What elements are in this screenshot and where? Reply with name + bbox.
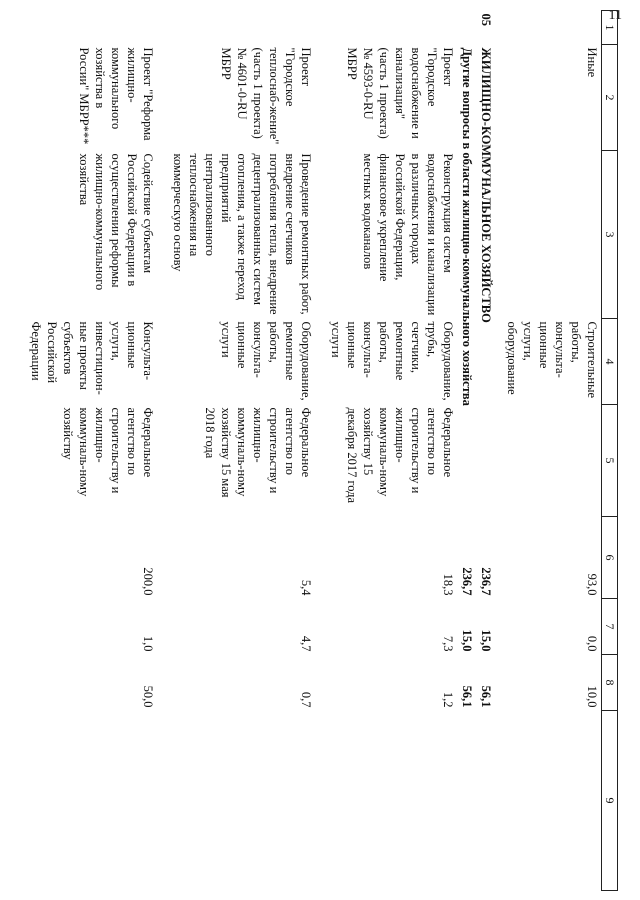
subsection-row xyxy=(457,11,476,891)
project-name: Проект "Городское водоснабжение и канализация" (часть 1 проекта) № 4593-0-RU МБРР xyxy=(344,47,455,139)
subsection-title: Другие вопросы в области жилищно-коммунального хозяйства xyxy=(459,47,474,406)
row-type: Строительные работы, консульта-ционные услуги, оборудование xyxy=(504,321,599,399)
project-goal: Проведение ремонтных работ, внедрение счетчиков потребления тепла, внедрение децентрализованных систем отопления, а также переход предприятий централизованного теплоснабжения на коммерческую основу xyxy=(170,153,313,315)
section-code: 05 xyxy=(478,13,493,26)
rotated-page xyxy=(18,10,618,890)
subsection-value-6: 236,7 xyxy=(459,567,474,596)
project-value-6: 18,3 xyxy=(440,573,455,596)
table-row xyxy=(326,11,457,891)
col-header-6: 6 xyxy=(601,517,617,599)
col-header-2: 2 xyxy=(601,45,617,151)
table-row xyxy=(168,11,315,891)
project-value-6: 5,4 xyxy=(298,579,313,596)
project-agency: Федеральное агентство по строительству и жилищно-коммуналь-ному хозяйству 15 мая 2018 года xyxy=(202,407,313,498)
project-name: Проект "Реформа жилищно-коммунального хозяйства в России" МБРР*** xyxy=(76,47,155,145)
subsection-value-7: 15,0 xyxy=(459,629,474,652)
project-value-8: 50,0 xyxy=(140,685,155,708)
project-value-6: 200,0 xyxy=(140,567,155,596)
row-value-6: 93,0 xyxy=(584,573,599,596)
project-agency: Федеральное агентство по строительству и жилищно-коммуналь-ному хозяйству xyxy=(60,407,155,497)
table-row xyxy=(26,11,157,891)
project-name: Проект "Городское теплоснаб-жение" (часть 1 проекта) № 4601-0-RU МБРР xyxy=(218,47,313,145)
col-header-5: 5 xyxy=(601,405,617,517)
project-goal: Содействие субъектам Российской Федерации в осуществлении реформы жилищно-коммунального хозяйства xyxy=(76,153,155,291)
project-value-8: 1,2 xyxy=(440,691,455,708)
section-value-6: 236,7 xyxy=(478,567,493,596)
project-agency: Федеральное агентство по строительству и жилищно-коммуналь-ному хозяйству 15 декабря 2017 года xyxy=(344,407,455,504)
project-value-7: 7,3 xyxy=(440,635,455,652)
col-header-3: 3 xyxy=(601,151,617,319)
project-type: Консульта-ционные услуги, инвестицион-ные проекты субъектов Российской Федерации xyxy=(28,321,155,395)
subsection-value-8: 56,1 xyxy=(459,685,474,708)
budget-table xyxy=(26,10,618,891)
project-value-7: 1,0 xyxy=(140,635,155,652)
table-row xyxy=(502,11,602,891)
col-header-1: 1 xyxy=(601,11,617,45)
project-value-7: 4,7 xyxy=(298,635,313,652)
section-row xyxy=(476,11,502,891)
row-name: Иные xyxy=(584,47,599,78)
project-type: Оборудование, трубы, счетчики, ремонтные работы, консульта-ционные услуги xyxy=(328,321,455,401)
section-value-7: 15,0 xyxy=(478,629,493,652)
project-type: Оборудование, ремонтные работы, консульта-ционные услуги xyxy=(218,321,313,401)
row-value-7: 0,0 xyxy=(584,635,599,652)
section-title: ЖИЛИЩНО-КОММУНАЛЬНОЕ ХОЗЯЙСТВО xyxy=(478,47,493,323)
column-number-row xyxy=(601,11,617,891)
project-goal: Реконструкция систем водоснабжения и канализации в различных городах Российской Федерации, финансовое укрепление местных водоканалов xyxy=(360,153,455,316)
col-header-7: 7 xyxy=(601,599,617,655)
row-value-8: 10,0 xyxy=(584,685,599,708)
col-header-9: 9 xyxy=(601,711,617,891)
col-header-8: 8 xyxy=(601,655,617,711)
col-header-4: 4 xyxy=(601,319,617,405)
project-value-8: 0,7 xyxy=(298,691,313,708)
page-number: 11 xyxy=(608,8,622,23)
section-value-8: 56,1 xyxy=(478,685,493,708)
